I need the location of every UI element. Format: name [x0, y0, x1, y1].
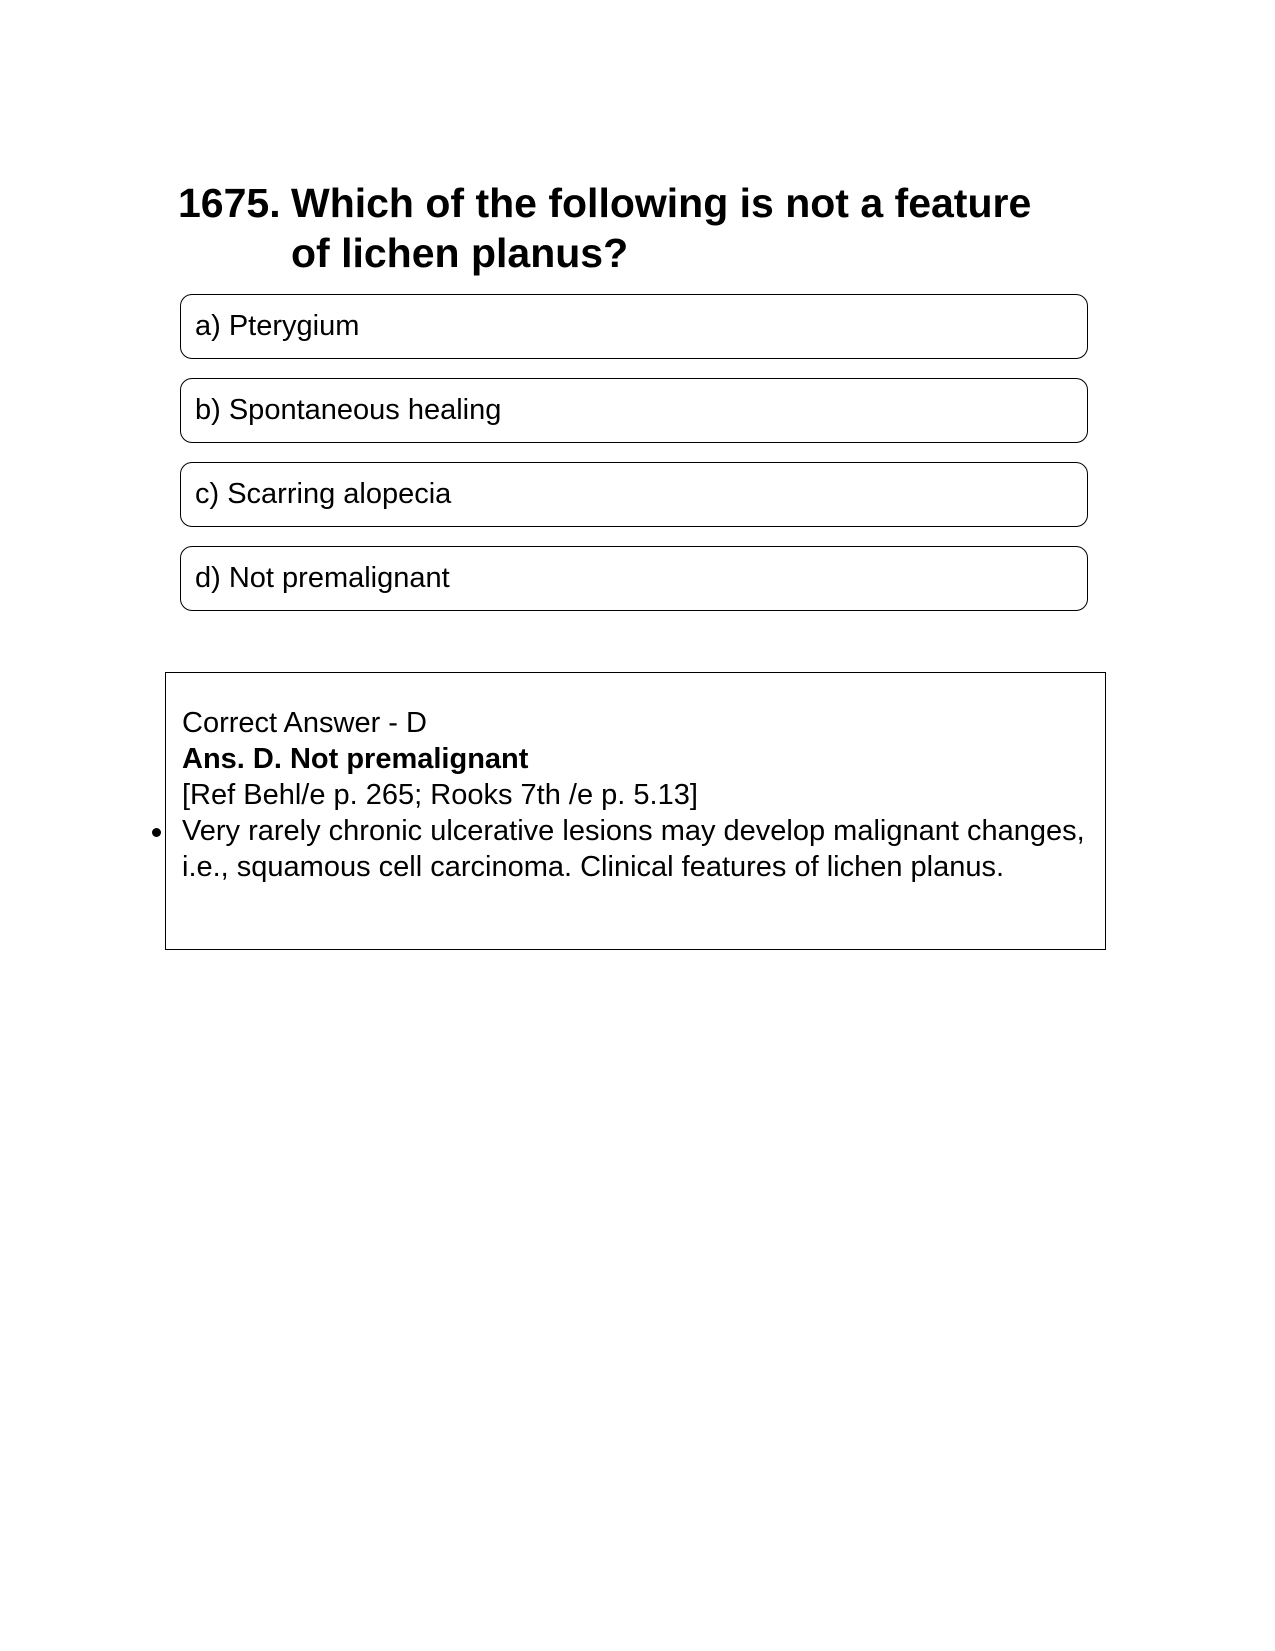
bullet-icon: [152, 828, 161, 837]
option-b[interactable]: b) Spontaneous healing: [180, 378, 1088, 443]
answer-explanation-box: [165, 672, 1106, 950]
question-heading: [178, 178, 1078, 278]
correct-answer-text: Correct Answer - D: [182, 707, 427, 739]
option-d[interactable]: d) Not premalignant: [180, 546, 1088, 611]
question-text: Which of the following is not a feature of lichen planus?: [291, 180, 1032, 276]
answer-reference: [Ref Behl/e p. 265; Rooks 7th /e p. 5.13]: [182, 779, 698, 811]
option-a[interactable]: a) Pterygium: [180, 294, 1088, 359]
answer-heading: Ans. D. Not premalignant: [182, 743, 529, 775]
explanation-bullet-item: [182, 813, 1089, 885]
option-c[interactable]: c) Scarring alopecia: [180, 462, 1088, 527]
question-number: 1675.: [178, 180, 281, 226]
explanation-bullet-text: Very rarely chronic ulcerative lesions may develop malignant changes, i.e., squamous cell carcinoma. Clinical features of lichen planus.: [182, 815, 1085, 883]
